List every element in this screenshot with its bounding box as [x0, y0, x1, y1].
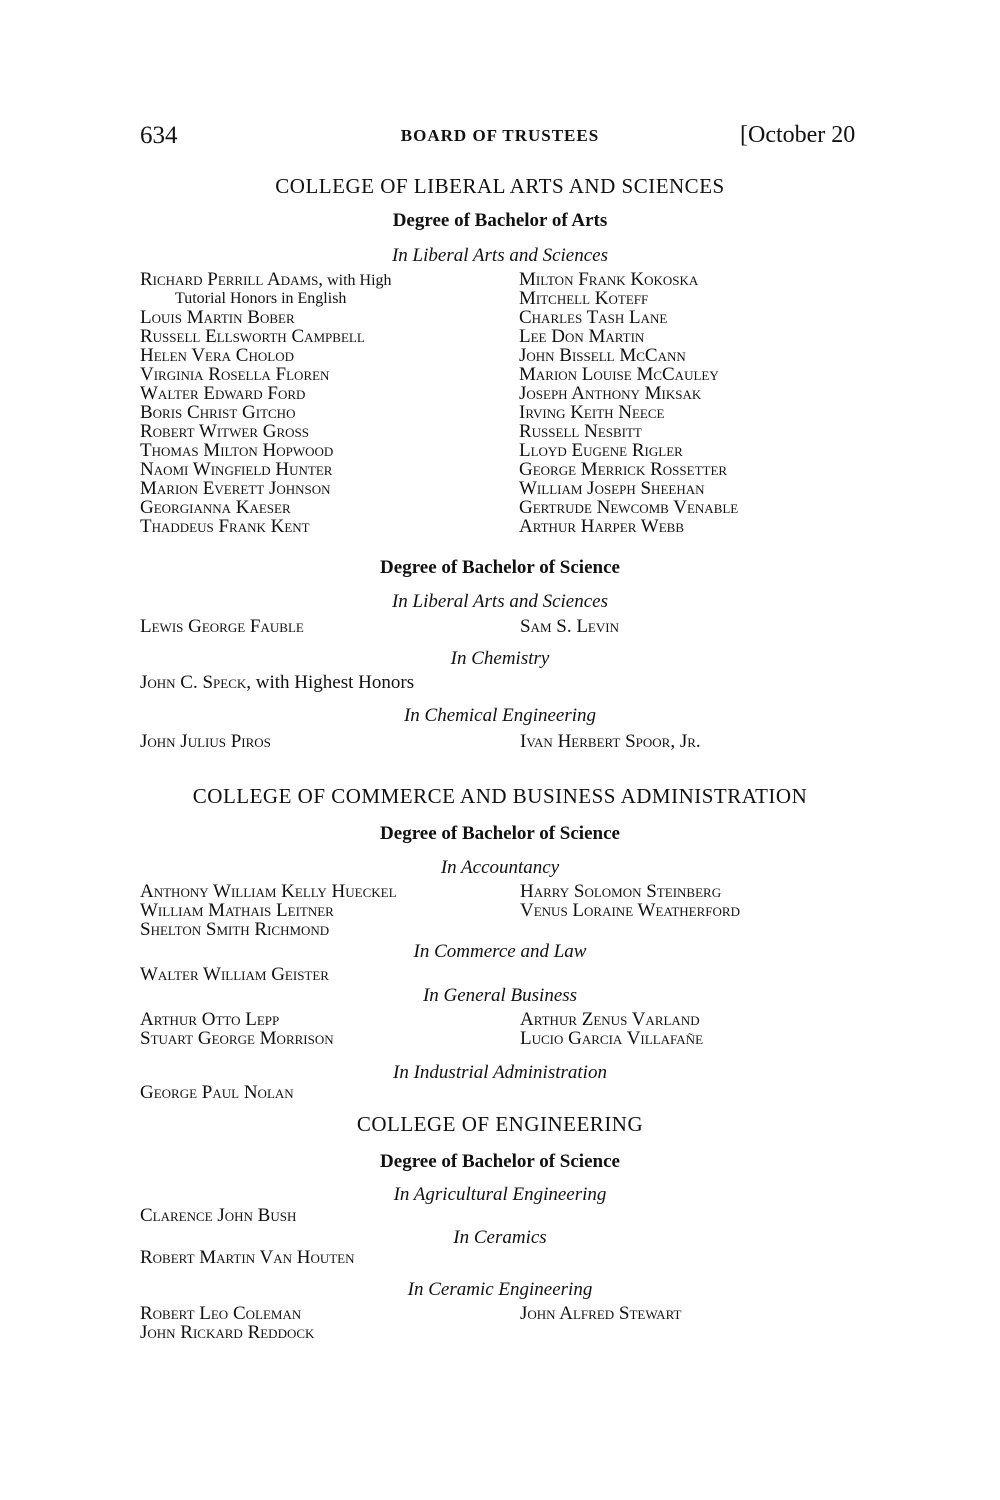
name-entry: Lee Don Martin: [519, 326, 645, 347]
name-entry: Virginia Rosella Floren: [140, 364, 330, 385]
name-entry: Robert Leo Coleman: [140, 1303, 302, 1324]
name-entry: Richard Perrill Adams, with High: [140, 269, 392, 290]
name-entry: George Paul Nolan: [140, 1082, 294, 1103]
name-entry: Thaddeus Frank Kent: [140, 516, 310, 537]
name-entry: Russell Ellsworth Campbell: [140, 326, 365, 347]
general-business-names-left: [140, 1010, 334, 1048]
name-entry: William Mathais Leitner: [140, 900, 334, 921]
degree-title-bs-las: Degree of Bachelor of Science: [380, 557, 620, 578]
accountancy-names-right: [520, 882, 740, 920]
name-entry: Helen Vera Cholod: [140, 345, 294, 366]
general-business-names-right: [520, 1010, 703, 1048]
subject-industrial-administration: In Industrial Administration: [393, 1062, 607, 1083]
ceramic-engineering-names-left: [140, 1304, 314, 1342]
name-entry: Lewis George Fauble: [140, 616, 304, 637]
subject-commerce-law: In Commerce and Law: [413, 941, 587, 962]
ba-names-left: [140, 270, 392, 536]
name-entry: Gertrude Newcomb Venable: [519, 497, 739, 518]
degree-title-bs-engineering: Degree of Bachelor of Science: [380, 1151, 620, 1172]
page-number: 634: [140, 122, 178, 149]
name-entry: John Bissell McCann: [519, 345, 686, 366]
subject-chemistry: In Chemistry: [450, 648, 550, 669]
name-entry: Lloyd Eugene Rigler: [519, 440, 683, 461]
subject-liberal-arts-bs: In Liberal Arts and Sciences: [391, 591, 608, 612]
honor-line: Tutorial Honors in English: [175, 290, 347, 307]
name-entry: Arthur Harper Webb: [519, 516, 684, 537]
ceramic-engineering-names-right: [520, 1304, 681, 1323]
name-entry: Robert Witwer Gross: [140, 421, 309, 442]
accountancy-names-left: [140, 882, 397, 939]
name-entry: Robert Martin Van Houten: [140, 1247, 355, 1268]
name-entry: Walter Edward Ford: [140, 383, 306, 404]
name-entry: Russell Nesbitt: [519, 421, 642, 442]
name-entry: Anthony William Kelly Hueckel: [140, 881, 397, 902]
name-entry: John Alfred Stewart: [520, 1303, 682, 1324]
subject-ceramics: In Ceramics: [453, 1227, 547, 1248]
name-entry: Harry Solomon Steinberg: [520, 881, 722, 902]
name-entry: Charles Tash Lane: [519, 307, 668, 328]
subject-liberal-arts: In Liberal Arts and Sciences: [391, 245, 608, 266]
college-title-las: COLLEGE OF LIBERAL ARTS AND SCIENCES: [275, 174, 725, 198]
name-entry: Irving Keith Neece: [519, 402, 665, 423]
name-entry: Boris Christ Gitcho: [140, 402, 296, 423]
name-entry: Georgianna Kaeser: [140, 497, 291, 518]
name-entry: Stuart George Morrison: [140, 1028, 334, 1049]
name-entry: Ivan Herbert Spoor, Jr.: [520, 731, 701, 752]
name-entry: Arthur Otto Lepp: [140, 1009, 280, 1030]
name-entry: Joseph Anthony Miksak: [519, 383, 702, 404]
name-entry: Marion Everett Johnson: [140, 478, 331, 499]
degree-title-bs-commerce: Degree of Bachelor of Science: [380, 823, 620, 844]
name-entry: Mitchell Koteff: [519, 288, 649, 309]
header-date: [October 20: [740, 122, 856, 148]
name-entry: George Merrick Rossetter: [519, 459, 728, 480]
name-entry: Milton Frank Kokoska: [519, 269, 699, 290]
subject-chemical-engineering: In Chemical Engineering: [403, 705, 597, 726]
name-entry: Venus Loraine Weatherford: [520, 900, 740, 921]
subject-general-business: In General Business: [422, 985, 578, 1006]
subject-ceramic-engineering: In Ceramic Engineering: [407, 1279, 593, 1300]
name-entry: Naomi Wingfield Hunter: [140, 459, 333, 480]
name-entry: Arthur Zenus Varland: [520, 1009, 700, 1030]
name-entry: Louis Martin Bober: [140, 307, 295, 328]
name-entry: Clarence John Bush: [140, 1205, 297, 1226]
college-title-commerce: COLLEGE OF COMMERCE AND BUSINESS ADMINISTRATION: [192, 784, 808, 808]
college-title-engineering: COLLEGE OF ENGINEERING: [356, 1112, 644, 1136]
name-entry: John C. Speck, with Highest Honors: [140, 672, 415, 693]
name-entry: Thomas Milton Hopwood: [140, 440, 334, 461]
name-entry: Shelton Smith Richmond: [140, 919, 330, 940]
subject-accountancy: In Accountancy: [440, 857, 560, 878]
name-entry: Lucio Garcia Villafañe: [520, 1028, 704, 1049]
running-title: BOARD OF TRUSTEES: [400, 126, 600, 145]
degree-title-ba: Degree of Bachelor of Arts: [392, 210, 608, 231]
name-entry: John Julius Piros: [140, 731, 271, 752]
name-entry: John Rickard Reddock: [140, 1322, 315, 1343]
name-entry: William Joseph Sheehan: [519, 478, 705, 499]
subject-agricultural-engineering: In Agricultural Engineering: [393, 1184, 607, 1205]
ba-names-right: [519, 270, 738, 536]
name-entry: Marion Louise McCauley: [519, 364, 719, 385]
name-entry: Walter William Geister: [140, 964, 329, 985]
name-entry: Sam S. Levin: [520, 616, 619, 637]
